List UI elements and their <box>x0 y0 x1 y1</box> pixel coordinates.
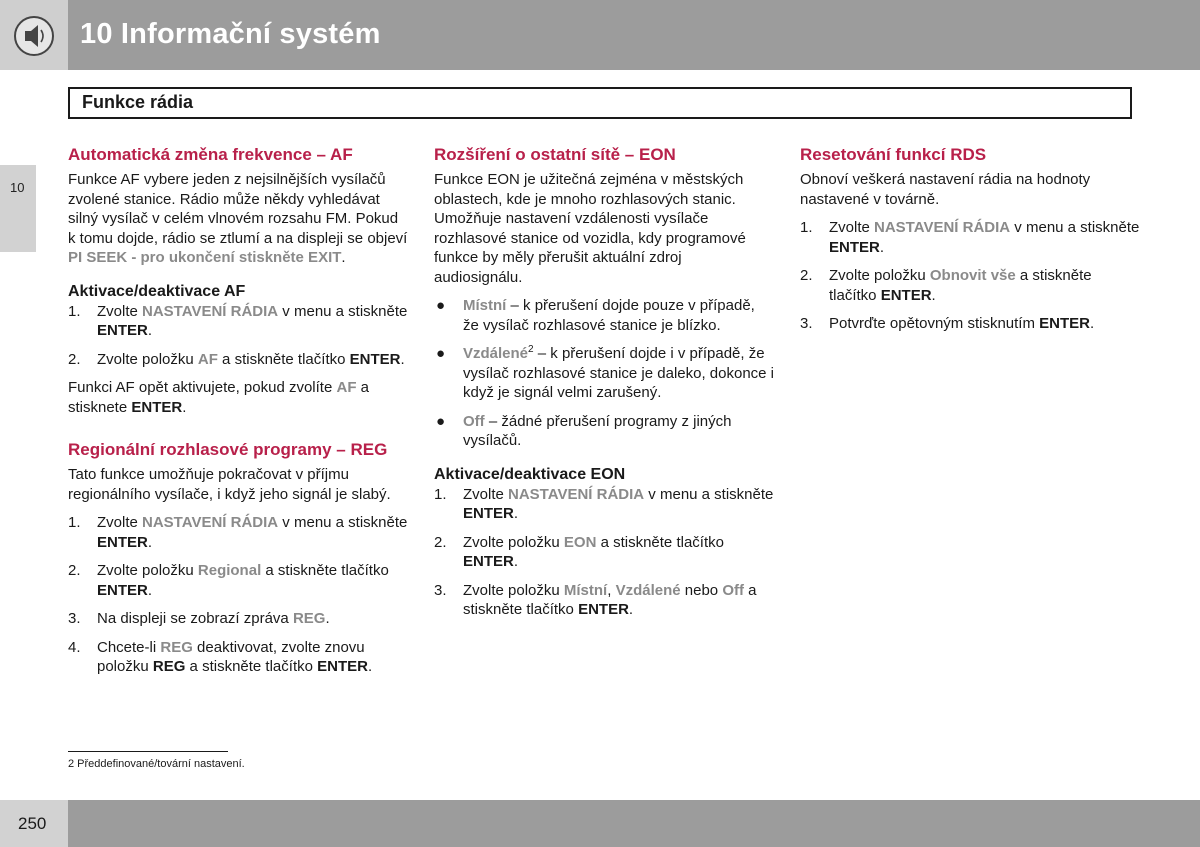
rds-step-2: 2. Zvolte položku Obnovit vše a stiskněte tlačítko ENTER. <box>800 267 1092 304</box>
page-number: 250 <box>18 814 47 833</box>
af-step-1: 1. Zvolte NASTAVENÍ RÁDIA v menu a stiskněte ENTER. <box>68 302 408 339</box>
speaker-icon <box>13 15 55 57</box>
footnote-rule <box>68 751 228 752</box>
eon-bullet-off: ● Off – žádné přerušení programy z jiných vysílačů. <box>436 412 732 449</box>
footer-bar <box>68 800 1200 847</box>
reg-step-2: 2. Zvolte položku Regional a stiskněte tlačítko ENTER. <box>68 562 389 599</box>
chapter-tab-label: 10 <box>10 180 25 195</box>
reg-heading: Regionální rozhlasové programy – REG <box>68 440 388 459</box>
reg-step-4: 4. Chcete-li REG deaktivovat, zvolte znovu položku REG a stiskněte tlačítko ENTER. <box>68 638 373 675</box>
column-right <box>800 144 1140 334</box>
footnote: 2 Předdefinované/tovární nastavení. <box>68 758 245 770</box>
page-number-box <box>0 800 68 847</box>
rds-step-1: 1. Zvolte NASTAVENÍ RÁDIA v menu a stiskněte ENTER. <box>800 219 1140 256</box>
eon-heading: Rozšíření o ostatní sítě – EON <box>434 145 676 164</box>
column-middle <box>434 144 774 620</box>
chapter-title: 10 Informační systém <box>80 18 381 50</box>
reg-description: Tato funkce umožňuje pokračovat v příjmu regionálního vysílače, i když jeho signál je slabý. <box>68 466 391 503</box>
rds-step-3: 3. Potvrďte opětovným stisknutím ENTER. <box>800 315 1095 332</box>
af-description: Funkce AF vybere jeden z nejsilnějších vysílačů zvolené stanice. Rádio může někdy vyhledávat silný vysílač v celém vlnovém rozsahu FM. Pokud k tomu dojde, rádio se ztlumí a na displeji se objeví PI SEEK - pro ukončení stiskněte EXIT. <box>68 171 408 266</box>
eon-step-2: 2. Zvolte položku EON a stiskněte tlačítko ENTER. <box>434 533 724 570</box>
af-note: Funkci AF opět aktivujete, pokud zvolíte AF a stisknete ENTER. <box>68 379 369 416</box>
chapter-icon-box <box>0 0 68 70</box>
reg-step-1: 1. Zvolte NASTAVENÍ RÁDIA v menu a stiskněte ENTER. <box>68 514 408 551</box>
rds-description: Obnoví veškerá nastavení rádia na hodnoty nastavené v továrně. <box>800 171 1091 208</box>
eon-description: Funkce EON je užitečná zejména v městských oblastech, kde je mnoho rozhlasových stanic. Umožňuje nastavení vzdálenosti vysílače rozhlasové stanice od vozidla, kdy programové funkce by měly přerušit aktuální zdroj audiosignálu. <box>434 171 746 286</box>
section-title: Funkce rádia <box>82 92 194 112</box>
af-heading: Automatická změna frekvence – AF <box>68 145 353 164</box>
rds-heading: Resetování funkcí RDS <box>800 145 987 164</box>
chapter-side-tab <box>0 165 36 252</box>
af-step-2: 2. Zvolte položku AF a stiskněte tlačítko ENTER. <box>68 350 405 368</box>
bullet-icon: ● <box>436 412 446 430</box>
eon-bullet-local: ● Místní – k přerušení dojde pouze v případě, že vysílač rozhlasové stanice je blízko. <box>436 297 755 334</box>
section-header-box <box>68 87 1132 119</box>
eon-step-1: 1. Zvolte NASTAVENÍ RÁDIA v menu a stiskněte ENTER. <box>434 485 774 522</box>
af-subheading: Aktivace/deaktivace AF <box>68 282 246 300</box>
reg-step-3: 3. Na displeji se zobrazí zpráva REG. <box>68 610 330 627</box>
eon-step-3: 3. Zvolte položku Místní, Vzdálené nebo Off a stiskněte tlačítko ENTER. <box>434 581 757 618</box>
bullet-icon: ● <box>436 297 446 314</box>
bullet-icon: ● <box>436 345 446 362</box>
eon-subheading: Aktivace/deaktivace EON <box>434 465 626 483</box>
column-left <box>68 144 408 677</box>
eon-bullet-distant: ● Vzdálené$^2$ – k přerušení dojde i v případě, že vysílač rozhlasové stanice je daleko, dokonce i když je signál velmi zarušený. <box>436 344 775 401</box>
